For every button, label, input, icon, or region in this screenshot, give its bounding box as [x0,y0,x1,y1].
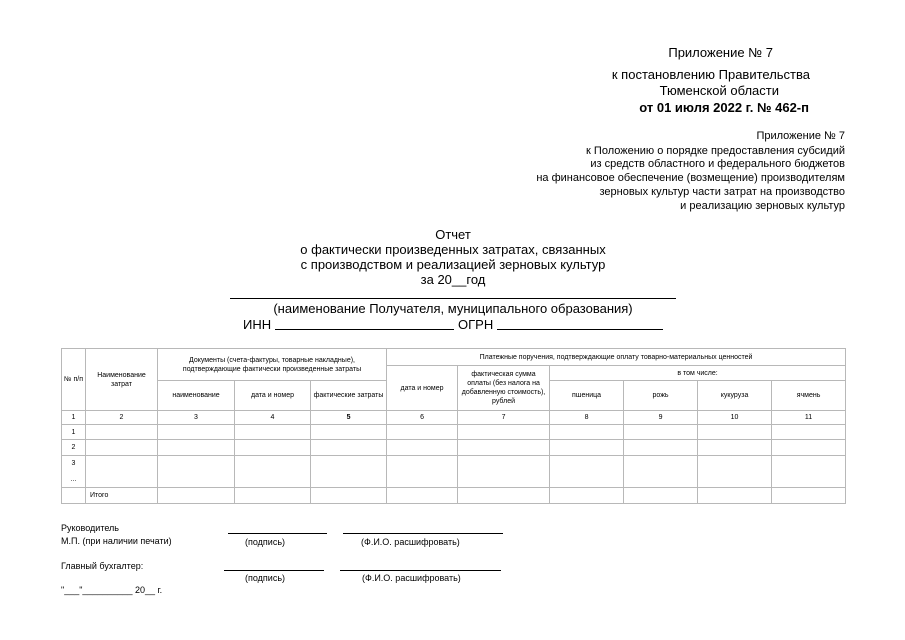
annex-line-2: из средств областного и федерального бюджетов [590,158,845,170]
pay-date-header: дата и номер [387,366,458,411]
recipient-caption: (наименование Получателя, муниципального образования) [273,301,633,316]
colnum-cell: 4 [235,411,311,425]
total-row [62,488,846,504]
docs-actual-header: фактические затраты [311,381,387,411]
accountant-signature-caption: (подпись) [245,573,286,583]
head-name-line [343,533,503,534]
row-number: 2 [62,440,86,456]
colnum-cell: 11 [772,411,846,425]
accountant-name-caption: (Ф.И.О. расшифровать) [362,573,461,583]
crop-corn-header: кукуруза [698,381,772,411]
docs-date-header: дата и номер [235,381,311,411]
row-number: 1 [62,425,86,440]
head-signature-caption: (подпись) [245,537,286,547]
annex-line-1: к Положению о порядке предоставления субсидий [586,145,845,157]
colnum-cell: 9 [624,411,698,425]
report-line-2: с производством и реализацией зерновых культур [300,257,606,272]
row-number: 3 [62,456,86,472]
inn-label: ИНН [243,317,272,332]
report-period: за 20__год [420,272,486,287]
colnum-cell: 2 [86,411,158,425]
report-line-1: о фактически произведенных затратах, связанных [300,242,606,257]
accountant-label: Главный бухгалтер: [61,561,144,571]
colnum-cell: 6 [387,411,458,425]
table-row [62,440,846,456]
total-label: Итого [86,488,158,504]
colnum-cell: 10 [698,411,772,425]
header-line-4: от 01 июля 2022 г. № 462-п [639,100,809,115]
crop-rye-header: рожь [624,381,698,411]
row-number: ... [62,472,86,488]
head-signature-line [228,533,327,534]
header-line-1: Приложение № 7 [668,45,773,60]
accountant-signature-line [224,570,324,571]
costs-table [61,348,846,504]
table-row [62,456,846,472]
date-line: "___"__________ 20__ г. [61,585,163,595]
colnum-cell: 7 [458,411,550,425]
report-title: Отчет [435,227,471,242]
docs-group-header: Документы (счета-фактуры, товарные накладные), подтверждающие фактически произведенные затраты [158,349,387,381]
annex-title: Приложение № 7 [756,130,845,142]
ogrn-field-line [497,329,663,330]
ogrn-label: ОГРН [458,317,494,332]
col-name-header: Наименование затрат [86,349,158,411]
colnum-cell: 1 [62,411,86,425]
docs-name-header: наименование [158,381,235,411]
header-line-3: Тюменской области [659,83,779,98]
stamp-label: М.П. (при наличии печати) [61,536,172,546]
recipient-line [230,298,676,299]
including-header: в том числе: [550,366,846,381]
colnum-cell: 8 [550,411,624,425]
annex-line-4: зерновых культур части затрат на производство [599,186,845,198]
table-row [62,425,846,440]
annex-line-3: на финансовое обеспечение (возмещение) производителям [536,172,845,184]
inn-field-line [275,329,454,330]
col-num-header: № п/п [62,349,86,411]
payments-group-header: Платежные поручения, подтверждающие оплату товарно-материальных ценностей [387,349,846,366]
accountant-name-line [340,570,501,571]
pay-sum-header: фактическая сумма оплаты (без налога на добавленную стоимость), рублей [458,366,550,411]
crop-wheat-header: пшеница [550,381,624,411]
header-line-2: к постановлению Правительства [611,67,810,82]
annex-line-5: и реализацию зерновых культур [680,200,845,212]
column-numbers-row [62,411,846,425]
table-header-row-1 [62,349,846,366]
colnum-cell: 5 [311,411,387,425]
crop-barley-header: ячмень [772,381,846,411]
colnum-cell: 3 [158,411,235,425]
head-label: Руководитель [61,523,119,533]
head-name-caption: (Ф.И.О. расшифровать) [361,537,460,547]
